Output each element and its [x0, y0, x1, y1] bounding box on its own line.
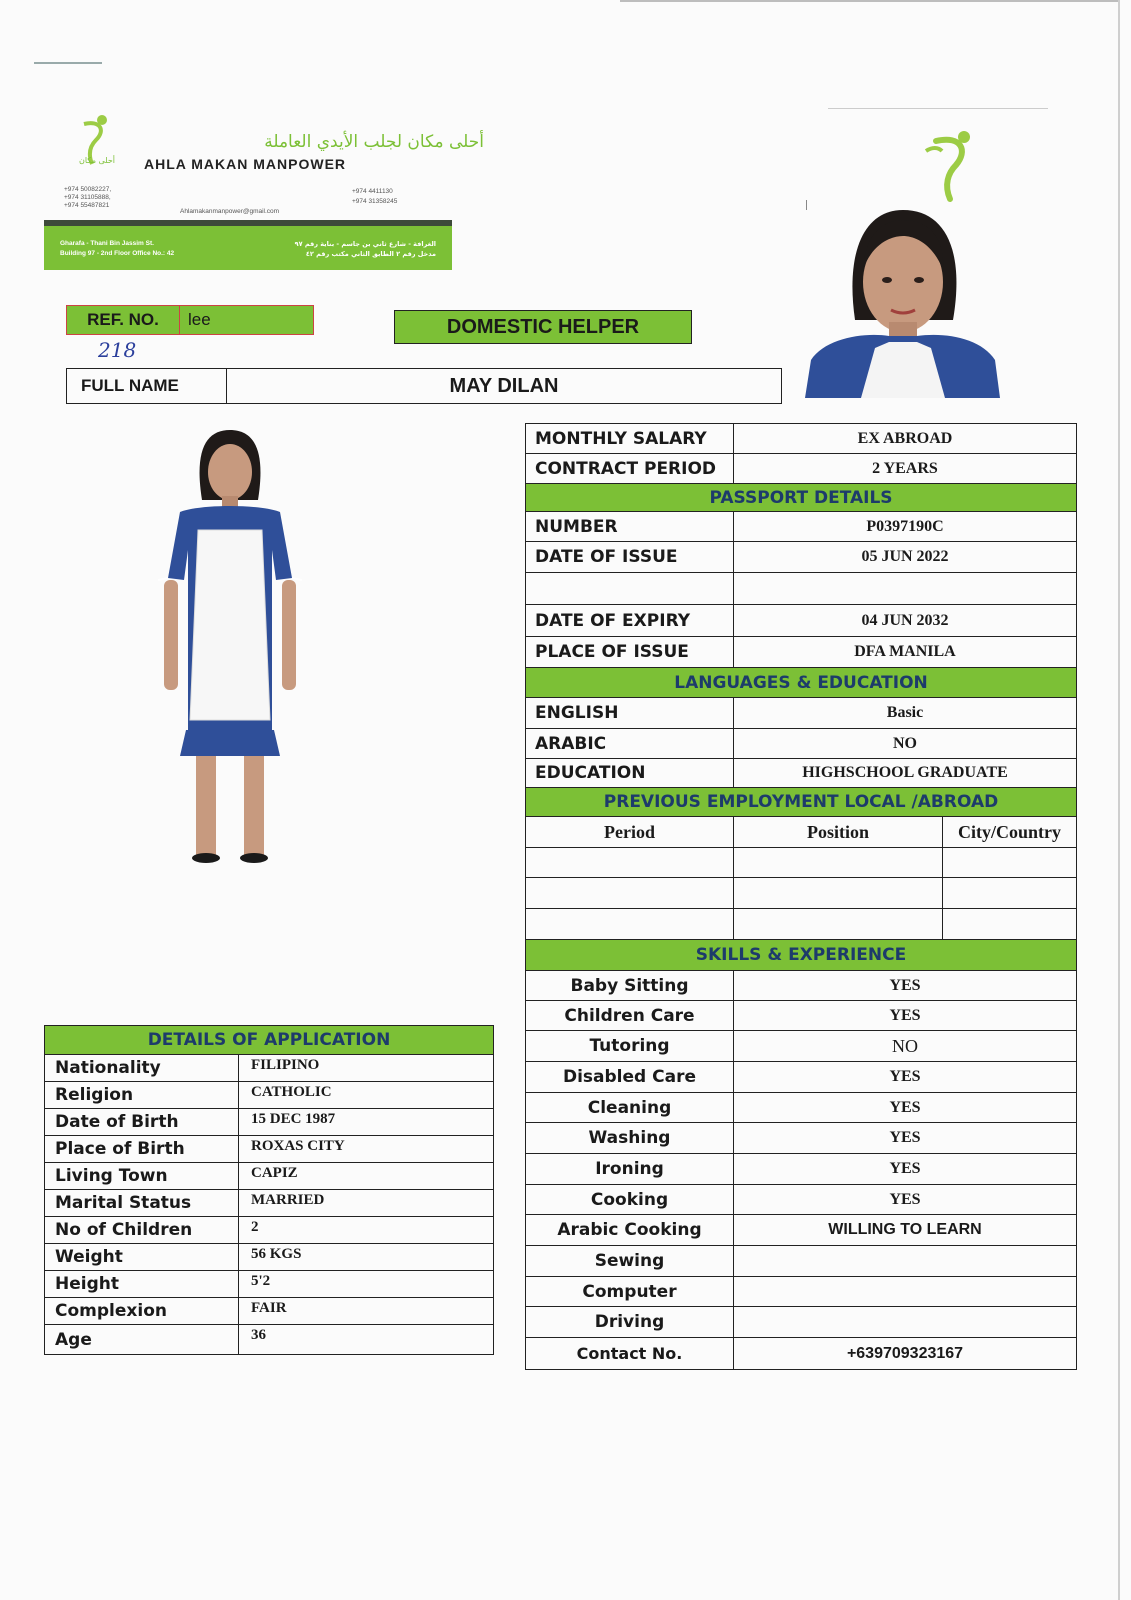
- full-body-photo: [150, 430, 310, 880]
- skill-disabled-care-label: Disabled Care: [526, 1062, 734, 1093]
- arabic-value: NO: [734, 729, 1077, 759]
- pen-stroke: [34, 62, 102, 64]
- scan-edge-top: [620, 0, 1120, 2]
- section-header: [45, 1026, 494, 1055]
- employment-row: [526, 848, 1077, 878]
- table-row: [526, 759, 1077, 788]
- religion-value: CATHOLIC: [239, 1082, 494, 1109]
- contact-row: [526, 1338, 1077, 1370]
- table-row: [526, 637, 1077, 668]
- arabic-label: ARABIC: [526, 729, 734, 759]
- table-row: [526, 729, 1077, 759]
- phone-list: [64, 186, 111, 210]
- dob-value: 15 DEC 1987: [239, 1109, 494, 1136]
- skill-row: [526, 1277, 1077, 1307]
- skill-tutoring-value: NO: [734, 1031, 1077, 1062]
- children-value: 2: [239, 1217, 494, 1244]
- table-row-empty: [526, 573, 1077, 605]
- passport-number-value: P0397190C: [734, 512, 1077, 542]
- agency-english-name: AHLA MAKAN MANPOWER: [144, 156, 347, 172]
- full-name-value: MAY DILAN: [449, 375, 559, 397]
- skill-washing-label: Washing: [526, 1123, 734, 1154]
- address-bar: [44, 226, 452, 270]
- skill-row: [526, 971, 1077, 1001]
- skill-row: [526, 1123, 1077, 1154]
- employment-row: [526, 878, 1077, 909]
- full-name-row: [66, 368, 782, 404]
- table-row: [526, 454, 1077, 484]
- salary-label: MONTHLY SALARY: [526, 424, 734, 454]
- height-value: 5'2: [239, 1271, 494, 1298]
- skills-section-title: SKILLS & EXPERIENCE: [526, 940, 1077, 971]
- profile-details-table: [525, 423, 1077, 1370]
- table-row: [45, 1244, 494, 1271]
- birthplace-value: ROXAS CITY: [239, 1136, 494, 1163]
- nationality-value: FILIPINO: [239, 1055, 494, 1082]
- table-row: [45, 1082, 494, 1109]
- agency-arabic-name: أحلى مكان لجلب الأيدي العاملة: [264, 132, 484, 152]
- employment-row: [526, 909, 1077, 940]
- living-town-label: Living Town: [45, 1163, 239, 1190]
- skill-baby-sitting-label: Baby Sitting: [526, 971, 734, 1001]
- empty-label: [526, 573, 734, 605]
- issue-date-label: DATE OF ISSUE: [526, 542, 734, 573]
- skill-computer-value: [734, 1277, 1077, 1307]
- skill-arabic-cooking-label: Arabic Cooking: [526, 1215, 734, 1246]
- children-label: No of Children: [45, 1217, 239, 1244]
- skill-row: [526, 1093, 1077, 1123]
- table-row: [526, 424, 1077, 454]
- education-label: EDUCATION: [526, 759, 734, 788]
- marital-status-value: MARRIED: [239, 1190, 494, 1217]
- ref-label: REF. NO.: [87, 310, 159, 329]
- marital-status-label: Marital Status: [45, 1190, 239, 1217]
- skill-row: [526, 1246, 1077, 1277]
- address-en: Gharafa - Thani Bin Jassim St. Building 97 - 2nd Floor Office No.: 42: [60, 240, 175, 257]
- nationality-label: Nationality: [45, 1055, 239, 1082]
- age-value: 36: [239, 1325, 494, 1355]
- agency-logo-large-icon: [922, 125, 982, 205]
- weight-label: Weight: [45, 1244, 239, 1271]
- skill-row: [526, 1001, 1077, 1031]
- skill-cleaning-value: YES: [734, 1093, 1077, 1123]
- table-row: [45, 1163, 494, 1190]
- place-of-issue-label: PLACE OF ISSUE: [526, 637, 734, 668]
- place-of-issue-value: DFA MANILA: [734, 637, 1077, 668]
- skill-ironing-label: Ironing: [526, 1154, 734, 1185]
- birthplace-label: Place of Birth: [45, 1136, 239, 1163]
- expiry-date-label: DATE OF EXPIRY: [526, 605, 734, 637]
- weight-value: 56 KGS: [239, 1244, 494, 1271]
- handwritten-ref: 218: [98, 338, 137, 362]
- phone-tel: +974 4411130: [352, 188, 393, 195]
- skill-cleaning-label: Cleaning: [526, 1093, 734, 1123]
- scan-rule: [828, 108, 1048, 109]
- age-label: Age: [45, 1325, 239, 1355]
- contract-label: CONTRACT PERIOD: [526, 454, 734, 484]
- skill-row: [526, 1154, 1077, 1185]
- skill-cooking-label: Cooking: [526, 1185, 734, 1215]
- table-row: [526, 605, 1077, 637]
- education-value: HIGHSCHOOL GRADUATE: [734, 759, 1077, 788]
- skill-washing-value: YES: [734, 1123, 1077, 1154]
- table-row: [45, 1109, 494, 1136]
- contact-value: +639709323167: [734, 1338, 1077, 1370]
- religion-label: Religion: [45, 1082, 239, 1109]
- skill-cooking-value: YES: [734, 1185, 1077, 1215]
- dob-label: Date of Birth: [45, 1109, 239, 1136]
- height-label: Height: [45, 1271, 239, 1298]
- table-row: [45, 1298, 494, 1325]
- employment-section-title: PREVIOUS EMPLOYMENT LOCAL /ABROAD: [526, 788, 1077, 817]
- table-row: [45, 1190, 494, 1217]
- phone-3: +974 55487821: [64, 202, 110, 209]
- phone-mobile: +974 31358245: [352, 198, 398, 205]
- full-name-label: FULL NAME: [67, 369, 227, 403]
- section-header: [526, 788, 1077, 817]
- city-country-header: City/Country: [943, 817, 1077, 848]
- salary-value: EX ABROAD: [734, 424, 1077, 454]
- application-section-title: DETAILS OF APPLICATION: [45, 1026, 494, 1055]
- skill-row: [526, 1031, 1077, 1062]
- section-header: [526, 484, 1077, 512]
- english-value: Basic: [734, 698, 1077, 729]
- skill-sewing-value: [734, 1246, 1077, 1277]
- languages-section-title: LANGUAGES & EDUCATION: [526, 668, 1077, 698]
- skill-driving-value: [734, 1307, 1077, 1338]
- empty-value: [734, 573, 1077, 605]
- english-label: ENGLISH: [526, 698, 734, 729]
- ref-number-box: [66, 305, 314, 335]
- table-row: [45, 1271, 494, 1298]
- passport-section-title: PASSPORT DETAILS: [526, 484, 1077, 512]
- phone-2: +974 31105888,: [64, 194, 111, 201]
- table-row: [45, 1217, 494, 1244]
- address-ar: الغرافة - شارع ثاني بن جاسم - بناية رقم ٩٧ مدخل رقم ٢ الطابق الثاني مكتب رقم ٤٢: [294, 240, 436, 258]
- skill-ironing-value: YES: [734, 1154, 1077, 1185]
- phone-1: +974 50082227,: [64, 186, 112, 193]
- issue-date-value: 05 JUN 2022: [734, 542, 1077, 573]
- ref-value: lee: [179, 306, 313, 334]
- expiry-date-value: 04 JUN 2032: [734, 605, 1077, 637]
- skill-disabled-care-value: YES: [734, 1062, 1077, 1093]
- table-row: [526, 698, 1077, 729]
- skill-children-care-value: YES: [734, 1001, 1077, 1031]
- portrait-photo: [805, 210, 1000, 398]
- skill-computer-label: Computer: [526, 1277, 734, 1307]
- agency-header: [44, 112, 484, 270]
- skill-sewing-label: Sewing: [526, 1246, 734, 1277]
- skill-baby-sitting-value: YES: [734, 971, 1077, 1001]
- period-header: Period: [526, 817, 734, 848]
- skill-children-care-label: Children Care: [526, 1001, 734, 1031]
- complexion-label: Complexion: [45, 1298, 239, 1325]
- logo-arabic-text: أحلى مكان: [78, 156, 116, 165]
- contract-value: 2 YEARS: [734, 454, 1077, 484]
- skill-arabic-cooking-value: WILLING TO LEARN: [734, 1215, 1077, 1246]
- table-row: [45, 1136, 494, 1163]
- position-header: Position: [734, 817, 943, 848]
- skill-row: [526, 1062, 1077, 1093]
- complexion-value: FAIR: [239, 1298, 494, 1325]
- email-text: Ahlamakanmanpower@gmail.com: [180, 208, 280, 215]
- skill-row: [526, 1307, 1077, 1338]
- contact-label: Contact No.: [526, 1338, 734, 1370]
- job-role-title: DOMESTIC HELPER: [394, 310, 692, 344]
- scan-edge-right: [1118, 0, 1120, 1600]
- skill-row: [526, 1185, 1077, 1215]
- skill-row: [526, 1215, 1077, 1246]
- employment-header-row: [526, 817, 1077, 848]
- skill-driving-label: Driving: [526, 1307, 734, 1338]
- table-row: [526, 542, 1077, 573]
- living-town-value: CAPIZ: [239, 1163, 494, 1190]
- section-header: [526, 940, 1077, 971]
- application-details-table: [44, 1025, 494, 1355]
- passport-number-label: NUMBER: [526, 512, 734, 542]
- section-header: [526, 668, 1077, 698]
- table-row: [526, 512, 1077, 542]
- skill-tutoring-label: Tutoring: [526, 1031, 734, 1062]
- table-row: [45, 1325, 494, 1355]
- table-row: [45, 1055, 494, 1082]
